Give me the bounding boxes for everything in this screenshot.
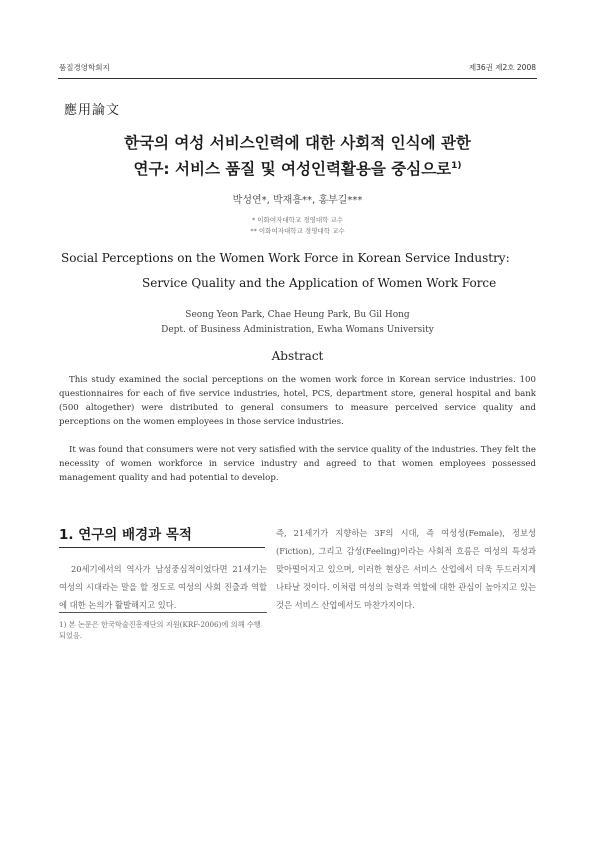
english-affiliation: Dept. of Business Administration, Ewha Womans University xyxy=(161,325,434,335)
running-header xyxy=(59,62,536,74)
korean-authors: 박성연*, 박재흥**, 홍부길*** xyxy=(232,195,363,206)
korean-title-line-2 xyxy=(0,157,595,179)
header-rule xyxy=(58,78,537,79)
body-text-right-column: 즉, 21세기가 지향하는 3F의 시대, 즉 여성성(Female), 정보성(Fiction), 그리고 감성(Feeling)이라는 사회적 흐름은 여성의 특성과 맞아떨어지고 있으며, 이러한 현상은 서비스 산업에서 더욱 두드러지게 나타날 것이다. 이처럼 여성의 능력과 역할에 대한 관심이 높아지고 있는 것은 서비스 산업에서도 마찬가지이다. xyxy=(276,528,536,610)
article-category: 應用論文 xyxy=(64,103,121,118)
title-footnote-mark: 1) xyxy=(451,160,462,171)
footnote-rule xyxy=(59,612,267,613)
english-title-line-1: Social Perceptions on the Women Work Force in Korean Service Industry: xyxy=(61,251,510,265)
korean-affiliation-1: * 이화여자대학교 경영대학 교수 xyxy=(251,216,344,224)
abstract-paragraph-2: It was found that consumers were not very satisfied with the service quality of the industries. They felt the necessity of women workforce in service industry and agreed to that women employees possessed management quality and had potential to develop. xyxy=(59,445,536,483)
journal-volume: 제36권 제2호 2008 xyxy=(468,63,536,72)
section-heading-rule xyxy=(59,547,265,548)
abstract-paragraph-1: This study examined the social perceptions on the women work force in Korean service industries. 100 questionnaires for each of five service industries, hotel, PCS, department store, general hospital and bank (500 altogether) were distributed to general consumers to measure perceived service quality and perceptions on the women employees in those service industries. xyxy=(59,375,536,427)
korean-title-line-2-text: 연구: 서비스 품질 및 여성인력활용을 중심으로 xyxy=(133,160,452,178)
korean-affiliation-2: ** 이화여자대학교 경영대학 교수 xyxy=(250,227,345,235)
english-title-line-2: Service Quality and the Application of Women Work Force xyxy=(142,276,497,290)
section-heading: 1. 연구의 배경과 목적 xyxy=(59,527,192,543)
footnote: 1) 본 논문은 한국학술진흥재단의 지원(KRF-2006)에 의해 수행되었음. xyxy=(59,620,261,640)
korean-title-line-1: 한국의 여성 서비스인력에 대한 사회적 인식에 관한 xyxy=(124,134,471,152)
journal-name: 품질경영학회지 xyxy=(59,63,110,72)
body-text-left-column: 20세기에서의 역사가 남성중심적이었다면 21세기는 여성의 시대라는 말을 할 정도로 여성의 사회 진출과 역할에 대한 논의가 활발해지고 있다. xyxy=(59,564,267,610)
english-authors: Seong Yeon Park, Chae Heung Park, Bu Gil Hong xyxy=(185,310,410,320)
abstract-heading: Abstract xyxy=(271,349,324,363)
